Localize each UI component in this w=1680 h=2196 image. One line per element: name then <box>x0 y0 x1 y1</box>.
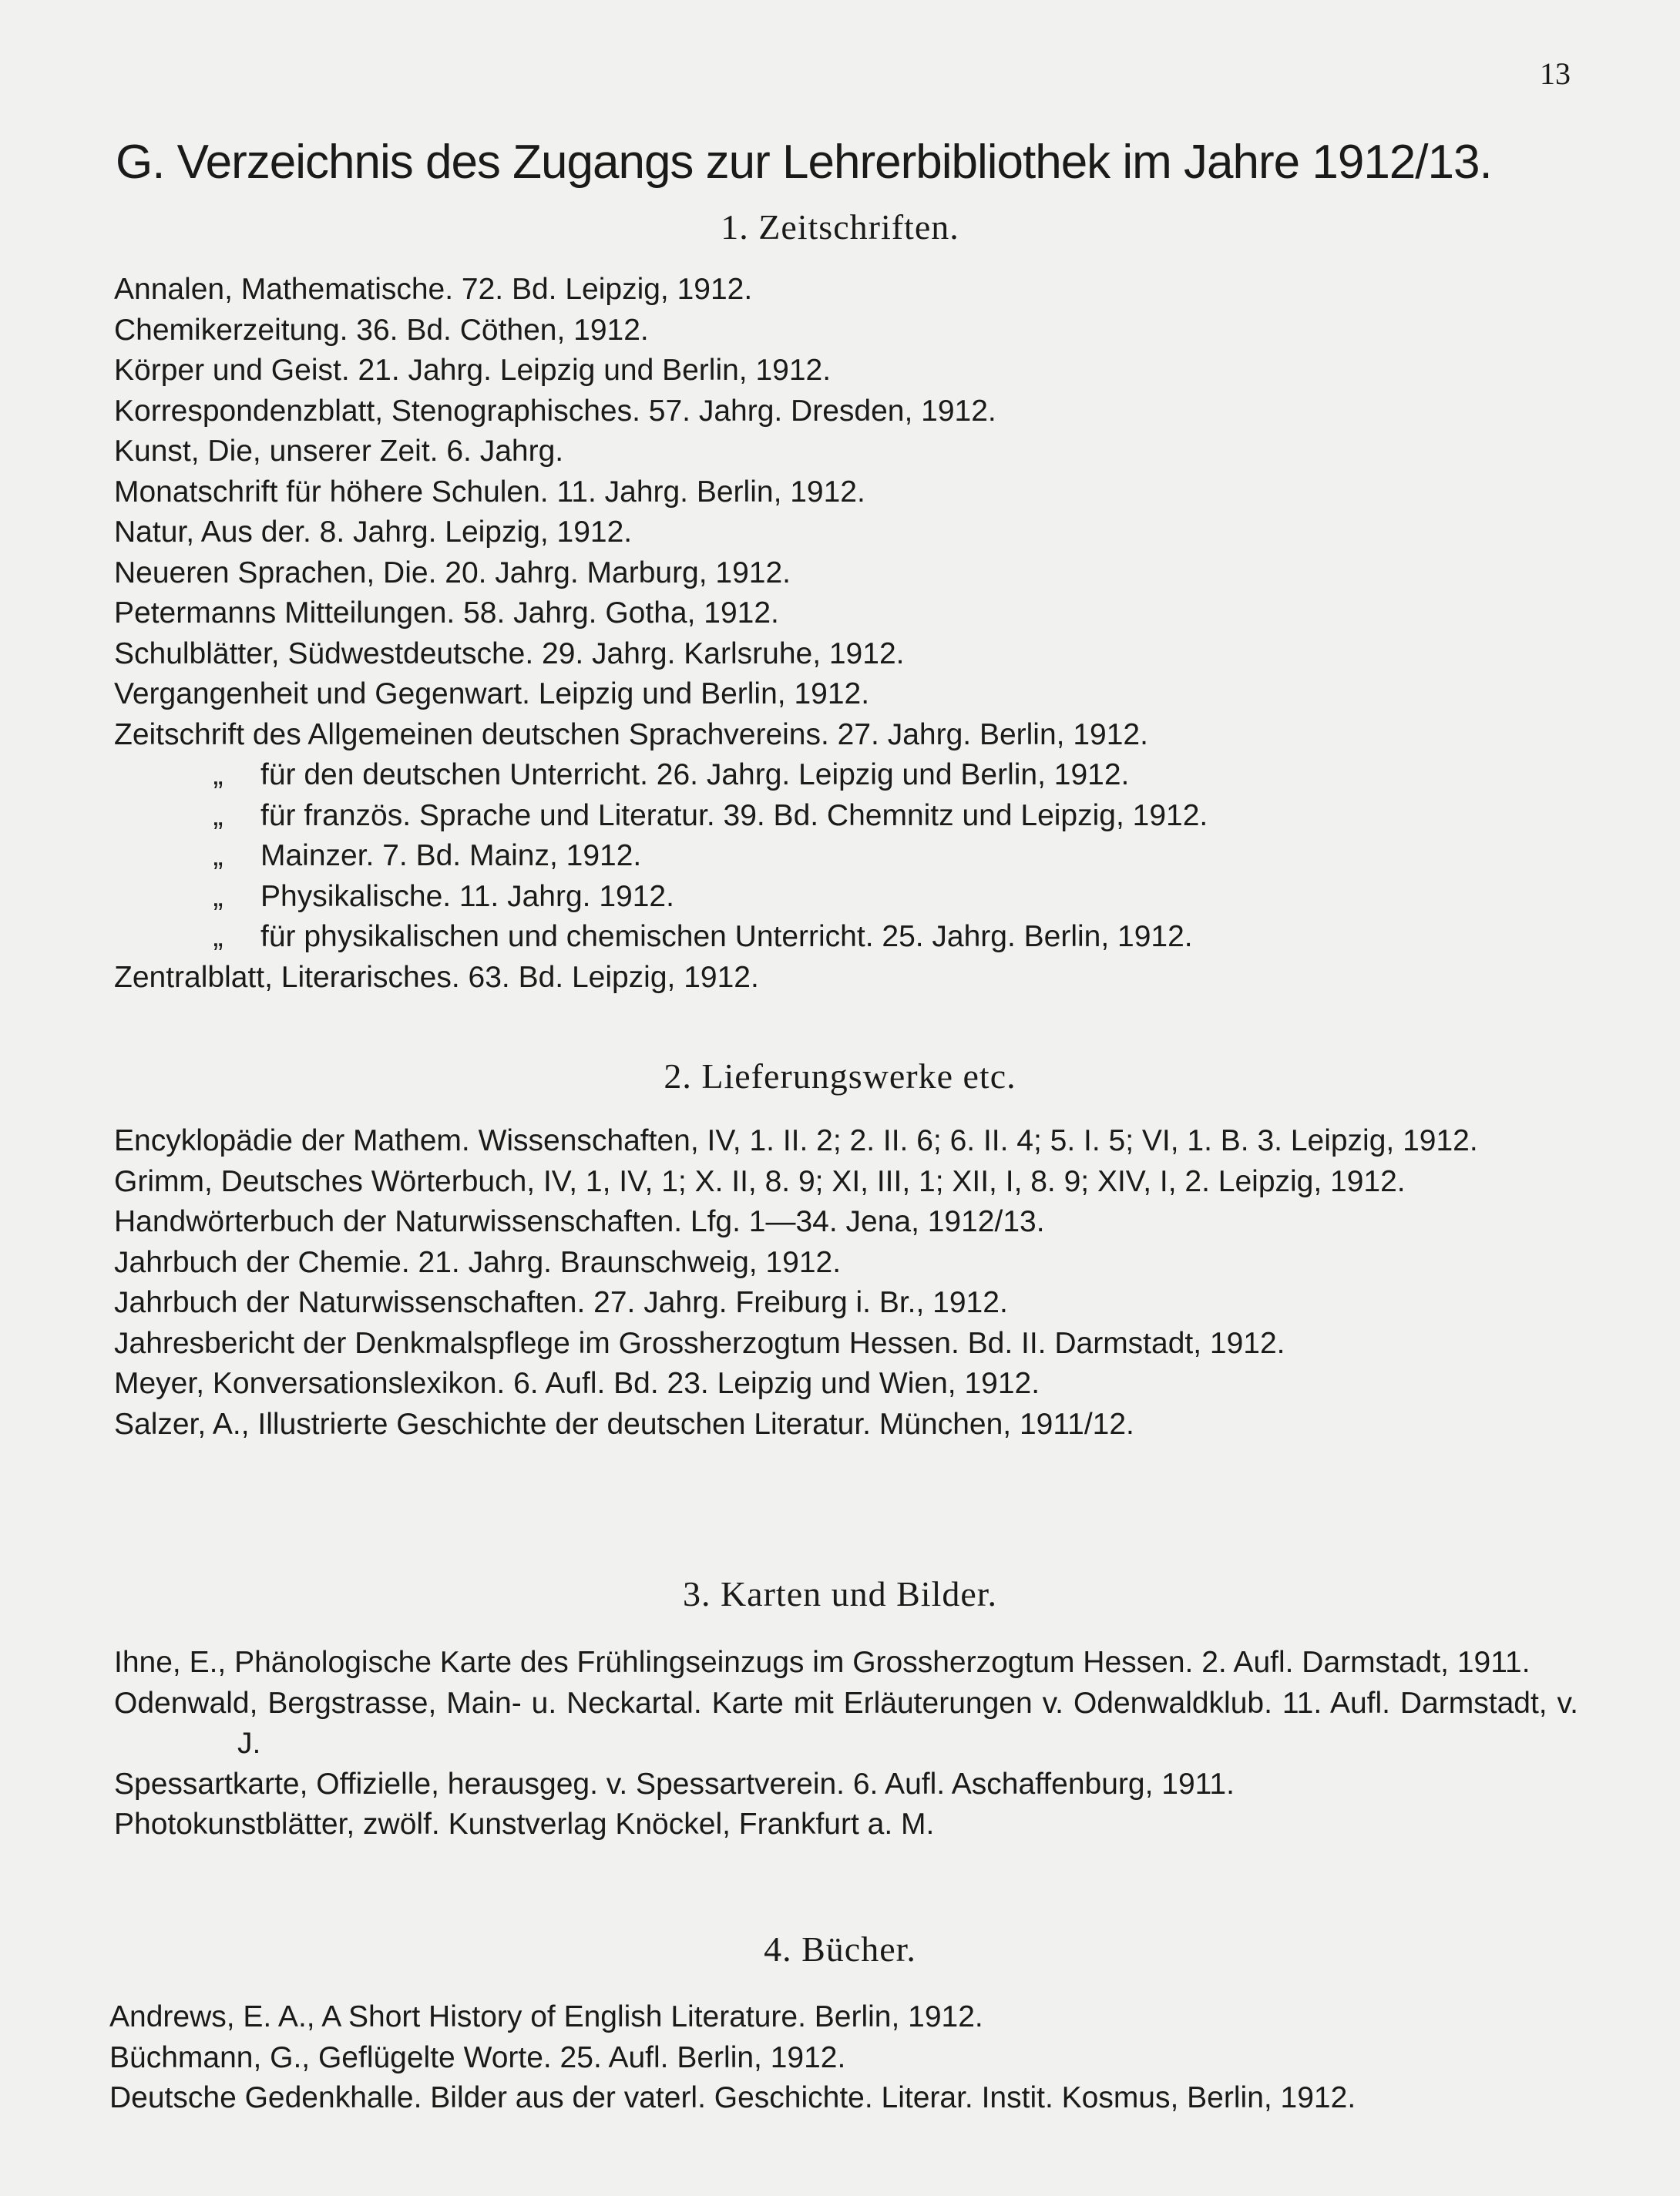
list-item <box>114 755 1578 796</box>
list-item: Photokunstblätter, zwölf. Kunstverlag Knöckel, Frankfurt a. M. <box>114 1808 935 1841</box>
list-item: Chemikerzeitung. 36. Bd. Cöthen, 1912. <box>114 313 649 347</box>
ditto-mark: „ <box>213 758 223 791</box>
lieferungswerke-list <box>114 1121 1578 1445</box>
list-item: Meyer, Konversationslexikon. 6. Aufl. Bd. 23. Leipzig und Wien, 1912. <box>114 1367 1040 1400</box>
list-item: Korrespondenzblatt, Stenographisches. 57. Jahrg. Dresden, 1912. <box>114 394 996 428</box>
list-item-text: für französ. Sprache und Literatur. 39. Bd. Chemnitz und Leipzig, 1912. <box>260 798 1208 832</box>
ditto-mark: „ <box>213 879 223 913</box>
zeitschriften-list <box>114 270 1578 998</box>
list-item: Petermanns Mitteilungen. 58. Jahrg. Gotha, 1912. <box>114 596 779 630</box>
list-item: Salzer, A., Illustrierte Geschichte der deutschen Literatur. München, 1911/12. <box>114 1407 1134 1441</box>
karten-list <box>114 1643 1578 1845</box>
list-item: Kunst, Die, unserer Zeit. 6. Jahrg. <box>114 435 564 468</box>
ditto-mark: „ <box>213 920 223 953</box>
list-item <box>114 836 1578 877</box>
section-heading-lieferungswerke: 2. Lieferungswerke etc. <box>664 1056 1016 1096</box>
list-item: Körper und Geist. 21. Jahrg. Leipzig und Berlin, 1912. <box>114 354 832 387</box>
list-item-text: Mainzer. 7. Bd. Mainz, 1912. <box>260 839 642 872</box>
list-item: Spessartkarte, Offizielle, herausgeg. v. Spessartverein. 6. Aufl. Aschaffenburg, 1911. <box>114 1767 1235 1801</box>
page-number: 13 <box>1540 56 1571 91</box>
ditto-mark: „ <box>213 839 223 872</box>
list-item-text: für physikalischen und chemischen Unterricht. 25. Jahrg. Berlin, 1912. <box>260 920 1193 953</box>
ditto-mark: „ <box>213 798 223 832</box>
list-item-text: für den deutschen Unterricht. 26. Jahrg. Leipzig und Berlin, 1912. <box>260 758 1130 791</box>
list-item: Jahrbuch der Chemie. 21. Jahrg. Braunschweig, 1912. <box>114 1245 842 1279</box>
list-item <box>114 796 1578 837</box>
buecher-list <box>109 1997 1574 2119</box>
list-item: Odenwald, Bergstrasse, Main- u. Neckartal. Karte mit Erläuterungen v. Odenwaldklub. 11. Aufl. Darmstadt, v. J. <box>114 1686 1578 1760</box>
list-item: Jahrbuch der Naturwissenschaften. 27. Jahrg. Freiburg i. Br., 1912. <box>114 1286 1008 1319</box>
list-item: Neueren Sprachen, Die. 20. Jahrg. Marburg, 1912. <box>114 556 791 589</box>
list-item: Ihne, E., Phänologische Karte des Frühlingseinzugs im Grossherzogtum Hessen. 2. Aufl. Darmstadt, 1911. <box>114 1646 1530 1679</box>
list-item: Natur, Aus der. 8. Jahrg. Leipzig, 1912. <box>114 515 633 549</box>
section-heading-zeitschriften: 1. Zeitschriften. <box>721 207 959 247</box>
list-item-text: Physikalische. 11. Jahrg. 1912. <box>260 879 674 913</box>
section-heading-karten: 3. Karten und Bilder. <box>682 1574 998 1613</box>
list-item: Schulblätter, Südwestdeutsche. 29. Jahrg. Karlsruhe, 1912. <box>114 636 905 670</box>
list-item: Annalen, Mathematische. 72. Bd. Leipzig, 1912. <box>114 273 753 306</box>
list-item: Handwörterbuch der Naturwissenschaften. Lfg. 1—34. Jena, 1912/13. <box>114 1205 1045 1238</box>
list-item <box>114 917 1578 958</box>
list-item: Jahresbericht der Denkmalspflege im Grossherzogtum Hessen. Bd. II. Darmstadt, 1912. <box>114 1326 1285 1360</box>
list-item: Encyklopädie der Mathem. Wissenschaften, IV, 1. II. 2; 2. II. 6; 6. II. 4; 5. I. 5; VI, 1. B. 3. Leipzig, 1912. <box>114 1124 1478 1157</box>
list-item: Deutsche Gedenkhalle. Bilder aus der vaterl. Geschichte. Literar. Instit. Kosmus, Berlin, 1912. <box>109 2081 1356 2114</box>
list-item: Andrews, E. A., A Short History of English Literature. Berlin, 1912. <box>109 2000 983 2033</box>
list-item: Zentralblatt, Literarisches. 63. Bd. Leipzig, 1912. <box>114 960 759 994</box>
list-item: Büchmann, G., Geflügelte Worte. 25. Aufl. Berlin, 1912. <box>109 2040 846 2074</box>
list-item: Grimm, Deutsches Wörterbuch, IV, 1, IV, 1; X. II, 8. 9; XI, III, 1; XII, I, 8. 9; XIV, I, 2. Leipzig, 1912. <box>114 1164 1406 1198</box>
list-item: Monatschrift für höhere Schulen. 11. Jahrg. Berlin, 1912. <box>114 475 865 509</box>
list-item: Zeitschrift des Allgemeinen deutschen Sprachvereins. 27. Jahrg. Berlin, 1912. <box>114 717 1148 751</box>
page-title: G. Verzeichnis des Zugangs zur Lehrerbibliothek im Jahre 1912/13. <box>116 136 1492 189</box>
list-item: Vergangenheit und Gegenwart. Leipzig und Berlin, 1912. <box>114 677 870 710</box>
list-item <box>114 877 1578 918</box>
section-heading-buecher: 4. Bücher. <box>764 1929 916 1969</box>
